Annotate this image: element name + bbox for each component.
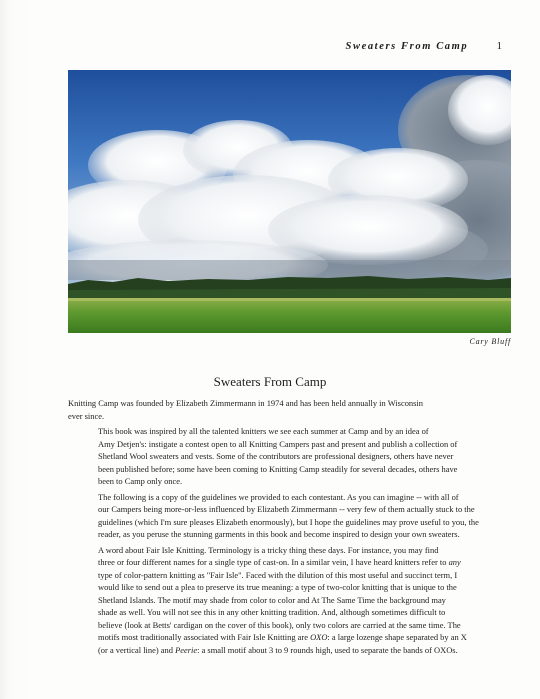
paragraph-line: type of color-pattern knitting as "Fair Isle". Faced with the dilution of this most useful and succinct term, I: [98, 569, 458, 580]
paragraph-line: ever since.: [68, 410, 105, 421]
article-heading: Sweaters From Camp: [213, 374, 327, 389]
paragraph-line: been published before; some have been coming to Knitting Camp steadily for several decades, others have: [98, 463, 458, 474]
paragraph-line: Amy Detjen's: instigate a contest open to all Knitting Campers past and present and publish a collection of: [98, 438, 458, 449]
paragraph-line: A word about Fair Isle Knitting. Terminology is a tricky thing these days. For instance, you may find: [98, 544, 439, 555]
paragraph-line: guidelines (which I'm sure pleases Elizabeth enormously), but I hope the guidelines may prove useful to you, the: [98, 516, 479, 527]
running-head: [346, 40, 502, 52]
article-paragraph: [68, 397, 520, 422]
paragraph-line: would like to send out a plea to preserve its true meaning: a type of two-color knitting that is unique to the: [98, 582, 457, 592]
paragraph-line: This book was inspired by all the talented knitters we see each summer at Camp and by an idea of: [98, 426, 429, 436]
paragraph-line: Knitting Camp was founded by Elizabeth Zimmermann in 1974 and has been held annually in Wisconsin: [68, 398, 423, 408]
article-paragraph: [68, 491, 520, 541]
page-number: 1: [496, 40, 502, 52]
landscape-photo: [68, 70, 511, 333]
paragraph-line: been to Camp only once.: [98, 476, 183, 486]
paragraph-line: shade as well. You will not see this in any other knitting tradition. And, although sometimes difficult to: [98, 607, 446, 617]
paragraph-line: Shetland Wool sweaters and vests. Some of the contributors are professional designers, others have never: [98, 451, 454, 461]
paragraph-line: our Campers being more-or-less influenced by Elizabeth Zimmermann -- very few of them actually stuck to the: [98, 504, 475, 514]
running-head-title: Sweaters From Camp: [345, 41, 469, 52]
article-paragraph: [68, 544, 520, 657]
paragraph-line: three or four different names for a single type of cast-on. In a similar vein, I have heard knitters refer to any: [98, 557, 461, 567]
photo-caption: Cary Bluff: [469, 337, 511, 346]
paragraph-line: reader, as you peruse the stunning garments in this book and become inspired to design your own sweaters.: [98, 529, 460, 539]
paragraph-line: believe (look at Betts' cardigan on the cover of this book), only two colors are carried at the same time. The: [98, 619, 461, 630]
article-paragraph: [68, 425, 520, 488]
article-body: [68, 397, 520, 656]
paragraph-line: The following is a copy of the guidelines we provided to each contestant. As you can imagine -- with all of: [98, 491, 459, 502]
paragraph-line: motifs most traditionally associated with Fair Isle Knitting are OXO: a large lozenge shape separated by an X: [98, 632, 467, 642]
paragraph-line: Shetland Islands. The motif may shade from color to color and At The Same Time the background may: [98, 594, 446, 605]
landscape-photo-image: [68, 70, 511, 333]
paragraph-line: (or a vertical line) and Peerie: a small motif about 3 to 9 rounds high, used to separate the bands of OXOs.: [98, 644, 458, 655]
